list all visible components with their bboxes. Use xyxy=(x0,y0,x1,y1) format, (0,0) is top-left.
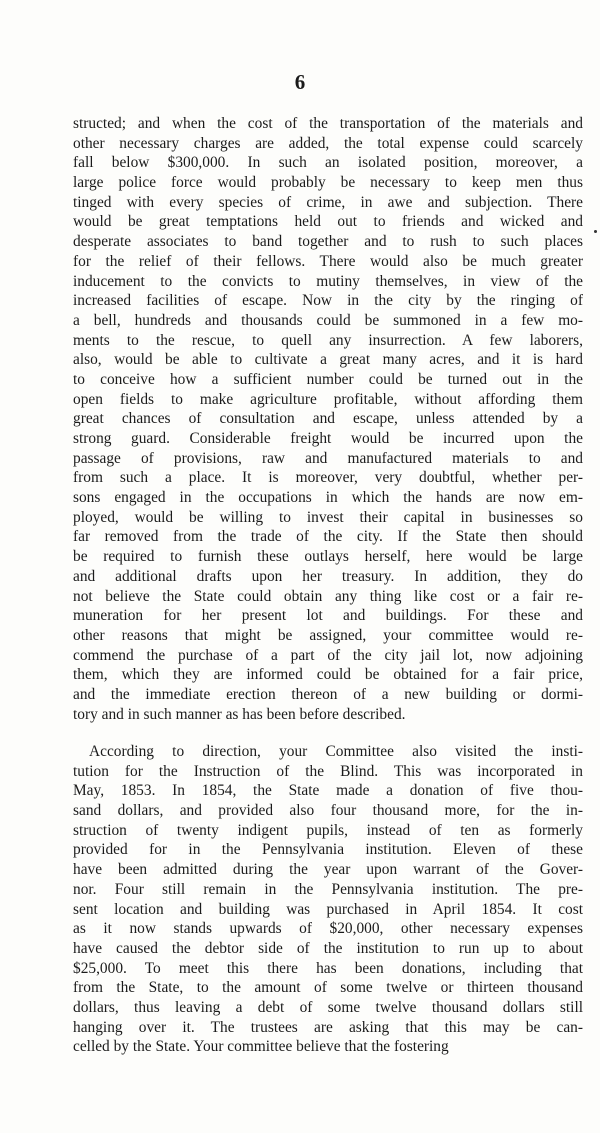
text-line: tinged with every species of crime, in awe and subjection. There xyxy=(73,193,583,211)
text-line: sent location and building was purchased in April 1854. It cost xyxy=(73,900,583,918)
text-line: nor. Four still remain in the Pennsylvania institution. The pre- xyxy=(73,880,583,898)
text-line: increased facilities of escape. Now in the city by the ringing of xyxy=(73,292,583,310)
text-line: have caused the debtor side of the institution to run up to about xyxy=(73,939,583,957)
text-line: a bell, hundreds and thousands could be summoned in a few mo- xyxy=(73,311,583,329)
text-line: other reasons that might be assigned, your committee would re- xyxy=(73,626,583,644)
text-line: celled by the State. Your committee believe that the fostering xyxy=(73,1038,449,1056)
text-line: be required to furnish these outlays herself, here would be large xyxy=(73,548,583,566)
text-line: desperate associates to band together and to rush to such places xyxy=(73,233,583,251)
text-line: and the immediate erection thereon of a new building or dormi- xyxy=(73,685,583,703)
text-line: $25,000. To meet this there has been donations, including that xyxy=(73,959,583,977)
page-number: 6 xyxy=(294,70,306,94)
text-line: inducement to the convicts to mutiny themselves, in view of the xyxy=(73,272,583,290)
text-line: struction of twenty indigent pupils, instead of ten as formerly xyxy=(73,821,583,839)
text-line: tory and in such manner as has been before described. xyxy=(73,705,406,723)
text-line: tution for the Instruction of the Blind. This was incorporated in xyxy=(73,762,583,780)
ink-speck xyxy=(594,230,597,233)
text-line: far removed from the trade of the city. If the State then should xyxy=(73,528,583,546)
text-line: great chances of consultation and escape, unless attended by a xyxy=(73,410,583,428)
text-line: provided for in the Pennsylvania institution. Eleven of these xyxy=(73,841,583,859)
paragraph-1 xyxy=(73,114,583,724)
text-line: May, 1853. In 1854, the State made a donation of five thou- xyxy=(73,782,583,800)
text-line: strong guard. Considerable freight would be incurred upon the xyxy=(73,430,583,447)
text-line: sons engaged in the occupations in which the hands are now em- xyxy=(73,489,583,507)
paragraph-2 xyxy=(73,742,583,1057)
text-line: large police force would probably be necessary to keep men thus xyxy=(73,174,583,192)
text-line: other necessary charges are added, the total expense could scarcely xyxy=(73,134,583,152)
text-line: and additional drafts upon her treasury. In addition, they do xyxy=(73,567,583,585)
text-line: as it now stands upwards of $20,000, other necessary expenses xyxy=(73,920,583,938)
text-line: from such a place. It is moreover, very doubtful, whether per- xyxy=(73,469,583,487)
text-line: According to direction, your Committee also visited the insti- xyxy=(89,743,583,760)
text-line: sand dollars, and provided also four thousand more, for the in- xyxy=(73,802,583,820)
text-line: dollars, thus leaving a debt of some twelve thousand dollars still xyxy=(73,998,583,1016)
text-line: ments to the rescue, to quell any insurrection. A few laborers, xyxy=(73,331,583,349)
text-line: ployed, would be willing to invest their capital in businesses so xyxy=(73,508,583,526)
text-line: have been admitted during the year upon warrant of the Gover- xyxy=(73,861,583,879)
text-line: hanging over it. The trustees are asking that this may be can- xyxy=(73,1018,583,1036)
text-line: structed; and when the cost of the transportation of the materials and xyxy=(73,115,583,132)
text-line: them, which they are informed could be obtained for a fair price, xyxy=(73,666,583,684)
text-line: muneration for her present lot and buildings. For these and xyxy=(73,607,583,625)
text-line: from the State, to the amount of some twelve or thirteen thousand xyxy=(73,979,583,997)
text-line: passage of provisions, raw and manufactured materials to and xyxy=(73,449,583,467)
text-line: open fields to make agriculture profitable, without affording them xyxy=(73,390,583,408)
text-line: not believe the State could obtain any thing like cost or a fair re- xyxy=(73,587,583,605)
text-line: for the relief of their fellows. There would also be much greater xyxy=(73,252,583,270)
text-line: also, would be able to cultivate a great many acres, and it is hard xyxy=(73,351,583,369)
text-line: to conceive how a sufficient number could be turned out in the xyxy=(73,370,583,388)
text-line: would be great temptations held out to friends and wicked and xyxy=(73,213,583,231)
text-line: commend the purchase of a part of the city jail lot, now adjoining xyxy=(73,646,583,664)
text-line: fall below $300,000. In such an isolated position, moreover, a xyxy=(73,154,583,172)
